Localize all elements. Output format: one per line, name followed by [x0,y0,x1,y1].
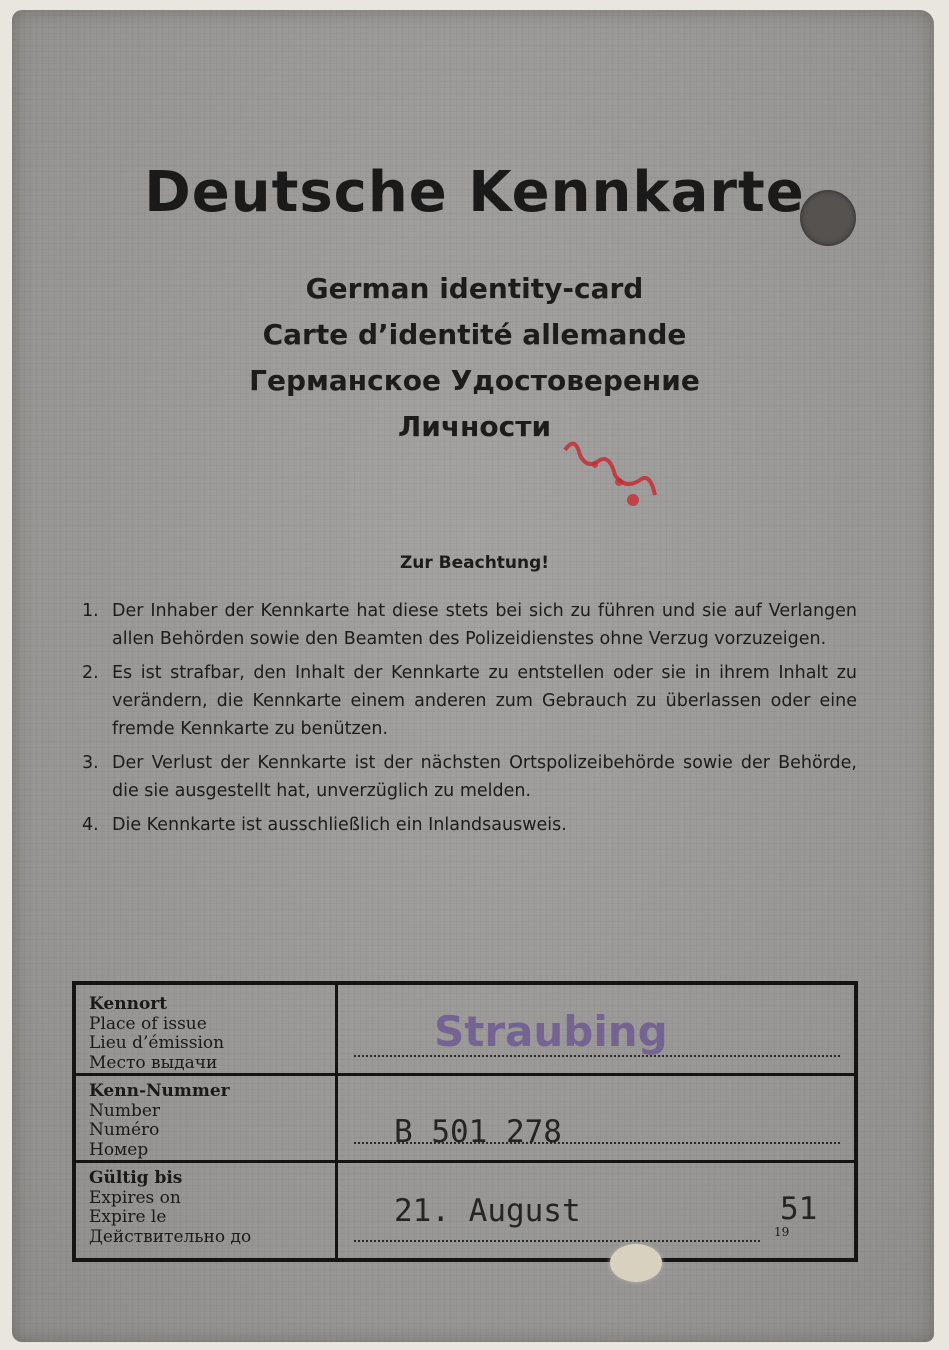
field-label-block [76,1076,338,1160]
field-label-block [76,985,338,1073]
field-label-german: Gültig bis [89,1168,183,1188]
rule-item [82,659,857,743]
field-label-russian: Номер [89,1139,149,1160]
subtitle-russian-line1: Германское Удостоверение [249,364,700,397]
rule-item [82,749,857,805]
subtitle-french: Carte d’identité allemande [262,318,687,351]
field-row-number [76,1076,854,1163]
red-stamp-mark [555,400,685,530]
field-label-french: Expire le [89,1207,167,1227]
rule-text: Der Inhaber der Kennkarte hat diese stets bei sich zu führen und sie auf Verlangen allen Behörden sowie den Beamten des Polizeidienstes ohne Verzug vorzuzeigen. [112,601,857,649]
field-label-english: Expires on [89,1187,181,1208]
rule-number: 4. [82,815,99,835]
rule-number: 2. [82,663,99,683]
subtitle-block [0,266,949,450]
field-label-block [76,1163,338,1258]
card-title: Deutsche Kennkarte [144,160,805,225]
rule-item [82,597,857,653]
dotted-line [354,1240,760,1242]
dotted-line [354,1142,840,1144]
field-value-cell [344,1076,850,1160]
rule-text: Der Verlust der Kennkarte ist der nächsten Ortspolizeibehörde sowie der Behörde, die sie ausgestellt hat, unverzüglich zu melden. [112,753,857,801]
field-row-place-of-issue [76,985,854,1076]
field-label-german: Kennort [89,994,168,1014]
fields-table [72,981,858,1262]
rules-list [82,597,857,845]
field-label-russian: Действительно до [89,1226,252,1247]
rule-item [82,811,857,839]
expiry-year-value: 51 [780,1191,818,1227]
place-of-issue-stamp: Straubing [434,1007,668,1056]
rule-text: Die Kennkarte ist ausschließlich ein Inlandsausweis. [112,815,567,835]
dotted-line [354,1055,840,1057]
field-label-english: Place of issue [89,1013,207,1034]
notice-heading: Zur Beachtung! [399,553,550,573]
field-label-english: Number [89,1100,161,1121]
field-label-russian: Место выдачи [89,1052,218,1073]
subtitle-russian-line2: Личности [397,410,552,443]
field-value-cell [344,1163,850,1258]
rule-number: 1. [82,601,99,621]
field-value-cell [344,985,850,1073]
paper-damage-spot [610,1244,662,1282]
subtitle-english: German identity-card [305,272,644,305]
expiry-date-value: 21. August [394,1193,581,1229]
rule-text: Es ist strafbar, den Inhalt der Kennkarte zu entstellen oder sie in ihrem Inhalt zu verändern, die Kennkarte einem anderen zum Gebrauch zu überlassen oder eine fremde Kennkarte zu benützen. [112,663,857,739]
rule-number: 3. [82,753,99,773]
field-row-expiry [76,1163,854,1258]
card-number-value: B 501 278 [394,1114,562,1150]
expiry-year-prefix: 19 [774,1225,790,1239]
field-label-german: Kenn-Nummer [89,1081,230,1101]
field-label-french: Numéro [89,1120,160,1140]
field-label-french: Lieu d’émission [89,1033,225,1053]
